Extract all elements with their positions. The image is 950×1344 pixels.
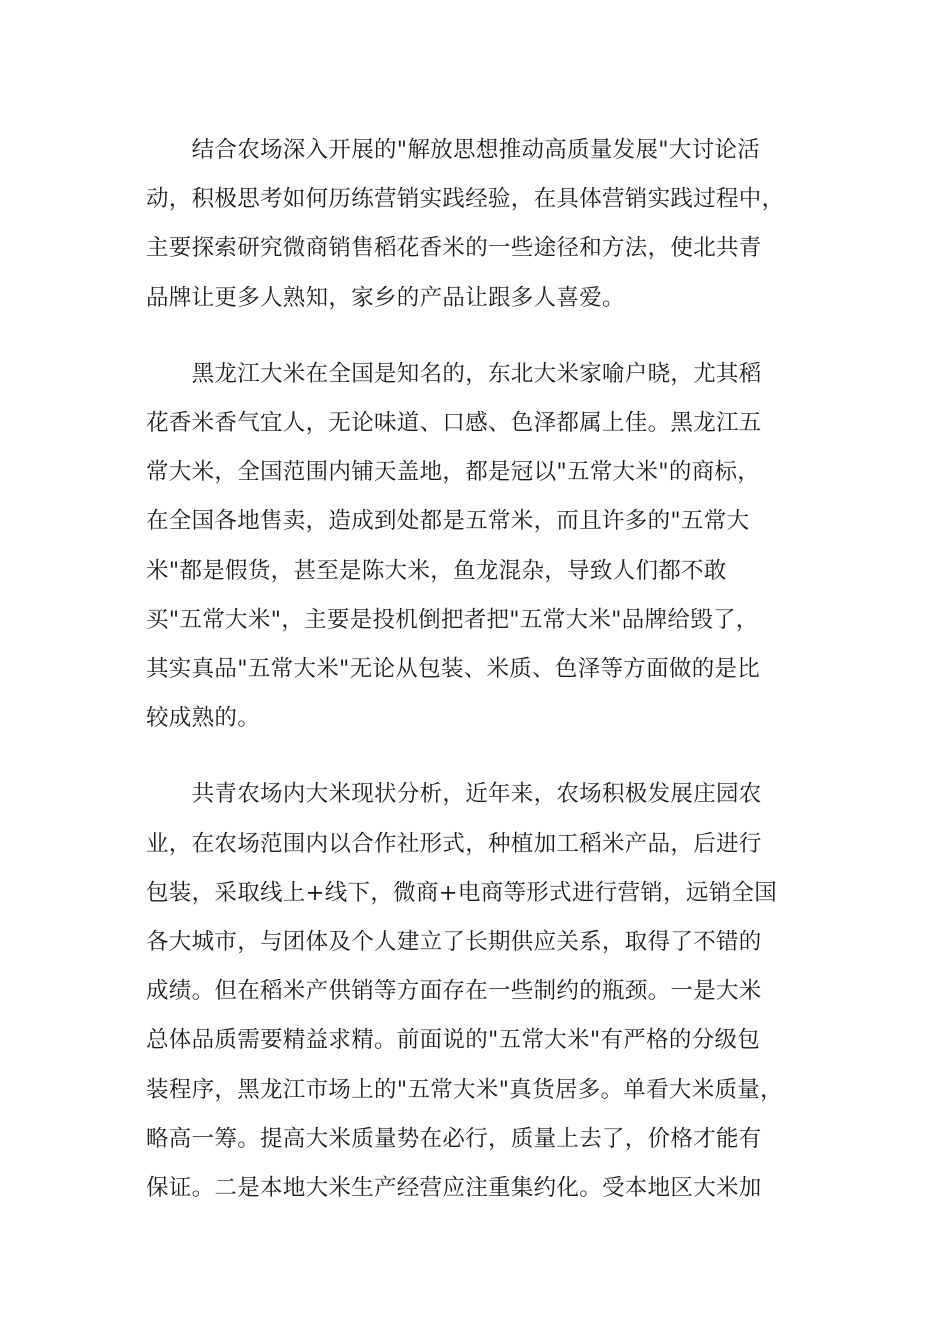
text-line: 动，积极思考如何历练营销实践经验，在具体营销实践过程中， xyxy=(146,186,785,213)
text-line: 共青农场内大米现状分析，近年来，农场积极发展庄园农 xyxy=(146,781,762,808)
text-line: 较成熟的。 xyxy=(146,705,261,732)
text-line: 米"都是假货，甚至是陈大米，鱼龙混杂，导致人们都不敢 xyxy=(146,557,727,584)
text-line: 保证。二是本地大米生产经营应注重集约化。受本地区大米加 xyxy=(146,1175,762,1202)
text-line: 装程序，黑龙江市场上的"五常大米"真货居多。单看大米质量， xyxy=(146,1076,783,1103)
text-line: 品牌让更多人熟知，家乡的产品让跟多人喜爱。 xyxy=(146,284,625,311)
text-line: 包装，采取线上+线下，微商+电商等形式进行营销，远销全国 xyxy=(146,879,778,906)
paragraph-gap xyxy=(146,323,806,350)
text-line: 黑龙江大米在全国是知名的，东北大米家喻户晓，尤其稻 xyxy=(146,360,762,387)
text-line: 其实真品"五常大米"无论从包装、米质、色泽等方面做的是比 xyxy=(146,656,761,683)
text-line: 业，在农场范围内以合作社形式，种植加工稻米产品，后进行 xyxy=(146,830,762,857)
text-line: 买"五常大米"，主要是投机倒把者把"五常大米"品牌给毁了， xyxy=(146,606,759,633)
text-line: 主要探索研究微商销售稻花香米的一些途径和方法，使北共青 xyxy=(146,235,762,262)
paragraph-3 xyxy=(146,770,806,1213)
text-line: 结合农场深入开展的"解放思想推动高质量发展"大讨论活 xyxy=(146,137,761,163)
text-line: 花香米香气宜人，无论味道、口感、色泽都属上佳。黑龙江五 xyxy=(146,410,762,437)
text-line: 常大米，全国范围内铺天盖地，都是冠以"五常大米"的商标， xyxy=(146,459,761,486)
paragraph-2 xyxy=(146,350,806,744)
text-line: 总体品质需要精益求精。前面说的"五常大米"有严格的分级包 xyxy=(146,1027,761,1054)
paragraph-gap xyxy=(146,743,806,770)
paragraph-1 xyxy=(146,126,806,323)
text-line: 在全国各地售卖，造成到处都是五常米，而且许多的"五常大 xyxy=(146,508,750,535)
text-line: 略高一筹。提高大米质量势在必行，质量上去了，价格才能有 xyxy=(146,1125,762,1152)
body-text xyxy=(146,126,806,1213)
text-line: 各大城市，与团体及个人建立了长期供应关系，取得了不错的 xyxy=(146,929,762,956)
text-line: 成绩。但在稻米产供销等方面存在一些制约的瓶颈。一是大米 xyxy=(146,978,762,1005)
